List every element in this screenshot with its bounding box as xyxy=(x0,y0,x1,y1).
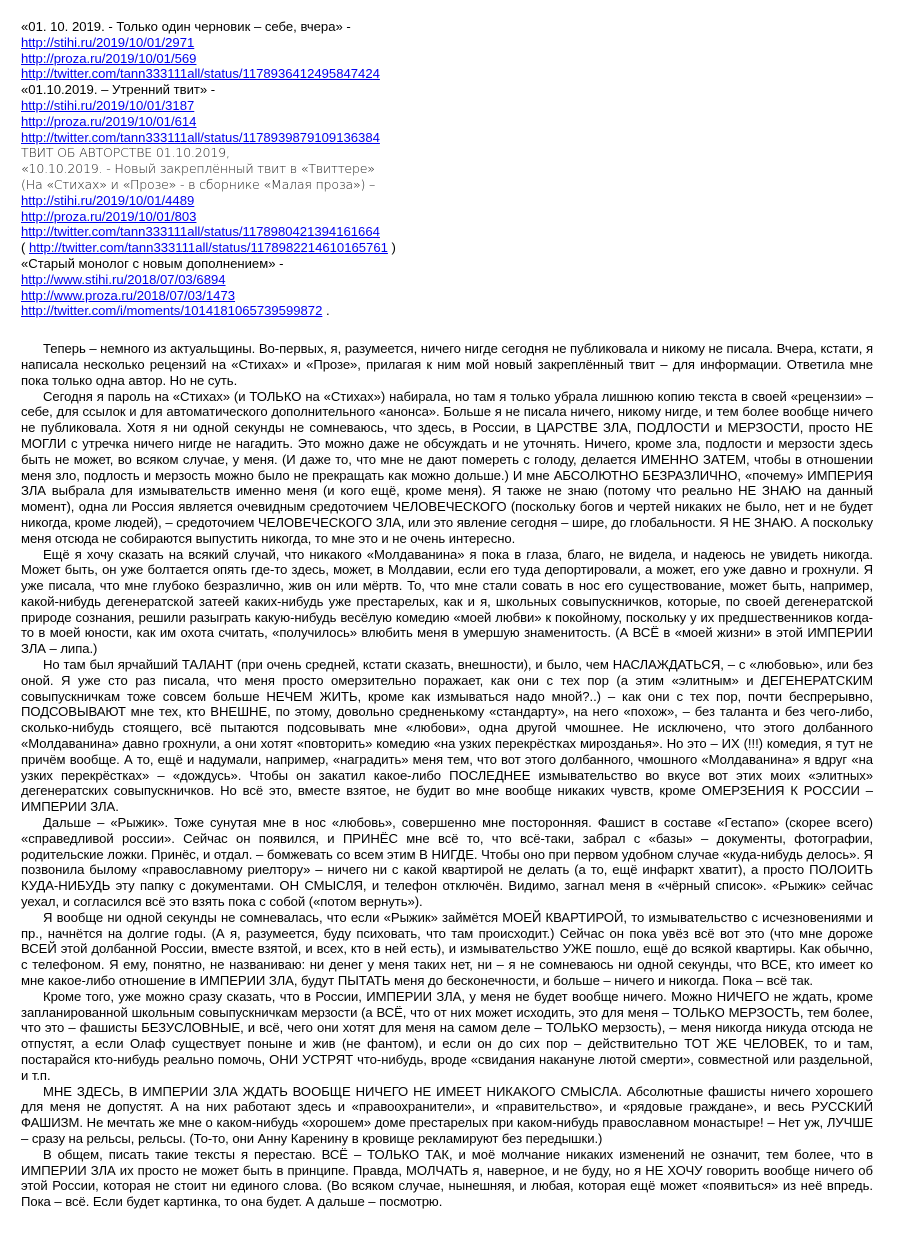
paragraph: Дальше – «Рыжик». Тоже сунутая мне в нос «любовь», совершенно мне посторонняя. Фашист в составе «Гестапо» (скорее всего) «справедливой россии». Сейчас он появился, и ПРИНЁС мне всё то, что всё-таки, забрал с «базы» – документы, фотографии, родительские ложки. Принёс, и отдал. – бомжевать со всем этим В НИГДЕ. Чтобы оно при первом удобном случае «куда-нибудь делось». Я позвонила былому «православному риелтору» – ничего ни с какой квартирой не делать (а то, ещё инфаркт хватит), а просто ПОЛОИТЬ КУДА-НИБУДЬ эту папку с документами. ОН СМЫСЛЯ, и телефон отключён. Видимо, загнал меня в «чёрный список». «Рыжик» сейчас уехал, и согласился всё это взять пока с собой («потом вернуть»). xyxy=(21,815,873,910)
header-line[interactable] xyxy=(21,66,873,82)
stihi-link[interactable]: http://stihi.ru/2019/10/01/3187 xyxy=(21,97,195,113)
paragraph: Ещё я хочу сказать на всякий случай, что никакого «Молдаванина» я пока в глаза, благо, не видела, и надеюсь не увидеть никогда. Может быть, он уже болтается опять где-то здесь, может, в Молдавии, если его туда депортировали, а может, его уже давно и грохнули. Я уже писала, что мне глубоко безразлично, жив он или мёртв. То, что мне стали совать в нос его существование, может быть, например, какой-нибудь дегенератской затеей каких-нибудь уже престарелых, как и я, школьных совыпускничков, которые, по своей дегенератской природе сознания, решили разыграть какую-нибудь весёлую комедию «моей любви» к покойному, поскольку у их предшественников когда-то в моей юности, как им охота считать, «получилось» влюбить меня в умершую знаменитость. (А ВСЁ в «моей жизни» в этой ИМПЕРИИ ЗЛА – липа.) xyxy=(21,546,873,657)
paragraph: В общем, писать такие тексты я перестаю. ВСЁ – ТОЛЬКО ТАК, и моё молчание никаких изменений не означит, тем более, что в ИМПЕРИИ ЗЛА их просто не может быть в принципе. Правда, МОЛЧАТЬ я, наверное, и не буду, но я НЕ ХОЧУ говорить вообще ничего об этой России, которая не стоит ни единого слова. (Во всяком случае, нынешняя, и любая, которая ещё может «появиться» из неё впредь. Пока – всё. Если будет картинка, то она будет. А дальше – посмотрю. xyxy=(21,1146,873,1210)
header-text: «01. 10. 2019. - Только один черновик – себе, вчера» - xyxy=(21,19,351,34)
proza-link[interactable]: http://proza.ru/2019/10/01/803 xyxy=(21,208,197,224)
paren-close: ) xyxy=(387,240,396,256)
twitter-link[interactable]: http://twitter.com/tann333111all/status/1178936412495847424 xyxy=(21,66,380,82)
paragraph: Теперь – немного из актуальщины. Во-первых, я, разумеется, ничего нигде сегодня не публиковала и никому не писала. Вчера, кстати, я написала несколько рецензий на «Стихах» и «Прозе», прилагая к ним мой новый закреплённый твит – для информации. Ответила мне пока только одна автор. Но не суть. xyxy=(21,341,873,388)
header-line[interactable] xyxy=(21,114,873,130)
header-line[interactable] xyxy=(21,98,873,114)
header-line xyxy=(21,256,873,272)
proza-link[interactable]: http://www.proza.ru/2018/07/03/1473 xyxy=(21,287,236,303)
paragraph: Сегодня я пароль на «Стихах» (и ТОЛЬКО на «Стихах») набирала, но там я только убрала лишнюю копию текста в своей «рецензии» – себе, для ссылок и для автоматического дополнительного «анонса». Больше я не писала ничего, никому нигде, и тем более вообще ничего не публиковала. Хотя я ни одной секунды не сомневаюсь, что здесь, в России, в ЦАРСТВЕ ЗЛА, ПОДЛОСТИ и МЕРЗОСТИ, просто НЕ МОГЛИ с утречка ничего нигде не нагадить. Это можно даже не обсуждать и не уточнять. Ничего, кроме зла, подлости и мерзости здесь быть не может, во всяком случае, у меня. (И даже то, что мне не дают помереть с голоду, делается ИМЕННО ЗАТЕМ, чтобы в отношении меня зло, подлость и мерзость можно было не прекращать как можно дольше.) И мне АБСОЛЮТНО БЕЗРАЗЛИЧНО, «почему» ИМПЕРИЯ ЗЛА выбрала для измывательств именно меня (и кого ещё, кроме меня). Я также не знаю (потому что реально НЕ ЗНАЮ на данный момент), одна ли Россия является очевидным средоточием ЧЕЛОВЕЧЕСКОГО (поскольку богов и чертей никаких не было, нет и не будет никогда, кроме людей), – средоточием ЧЕЛОВЕЧЕСКОГО ЗЛА, или это явление сегодня – шире, до глобальности. Я НЕ ЗНАЮ. А поскольку меня отсюда не собираются выпустить никогда, то мне это и не очень интересно. xyxy=(21,388,873,546)
proza-link[interactable]: http://proza.ru/2019/10/01/569 xyxy=(21,50,197,66)
header-line[interactable] xyxy=(21,51,873,67)
twitter-link[interactable]: http://twitter.com/tann333111all/status/1178982214610165761 xyxy=(29,240,388,256)
header-line xyxy=(21,177,873,193)
document xyxy=(21,19,873,1210)
twitter-link[interactable]: http://twitter.com/tann333111all/status/1178980421394161664 xyxy=(21,224,380,240)
header-line xyxy=(21,19,873,35)
paragraph: МНЕ ЗДЕСЬ, В ИМПЕРИИ ЗЛА ЖДАТЬ ВООБЩЕ НИЧЕГО НЕ ИМЕЕТ НИКАКОГО СМЫСЛА. Абсолютные фашисты ничего хорошего для меня не допустят. А на них работают здесь и «правоохранители», и «правительство», и «рядовые граждане», и весь РУССКИЙ ФАШИЗМ. Не мечтать же мне о каком-нибудь «хорошем» доме престарелых при каком-нибудь православном монастыре! – Нет уж, ЛУЧШЕ – сразу на рельсы, рельсы. (То-то, они Анну Каренину в кровище рекламируют без передышки.) xyxy=(21,1083,873,1146)
spacer xyxy=(21,319,873,341)
header-line[interactable] xyxy=(21,35,873,51)
trailing-dot: . xyxy=(322,303,330,319)
twitter-moments-link[interactable]: http://twitter.com/i/moments/1014181065739599872 xyxy=(21,303,323,319)
header-line[interactable] xyxy=(21,303,873,319)
header-line xyxy=(21,145,873,161)
header-line[interactable] xyxy=(21,130,873,146)
header-text: «10.10.2019. - Новый закреплённый твит в «Твиттере» xyxy=(21,161,375,177)
twitter-link[interactable]: http://twitter.com/tann333111all/status/1178939879109136384 xyxy=(21,129,380,145)
header-line[interactable] xyxy=(21,193,873,209)
paragraph: Но там был ярчайший ТАЛАНТ (при очень средней, кстати сказать, внешности), и было, чем НАСЛАЖДАТЬСЯ, – с «любовью», или без оной. Я уже сто раз писала, что меня просто омерзительно поражает, как они с тех пор (а этим «элитным» и ДЕГЕНЕРАТСКИМ совыпускничкам тоже совсем больше НЕЧЕМ ЖИТЬ, кроме как измываться надо мной?..) – как они с тех пор, почти беспрерывно, ПОДСОВЫВАЮТ мне тех, кто ВНЕШНЕ, по этому, довольно средненькому «стандарту», на него «похож», – без таланта и без чего-либо, сколько-нибудь стоящего, всё пытаются подсовывать мне «любови», одна другой чмошнее. Не исключено, что этого долбанного «Молдаванина» давно грохнули, а они хотят «повторить» комедию «на узких перекрёстках мирозданья». Но это – ИХ (!!!) комедия, я тут не причём вообще. А то, ещё и надумали, например, «наградить» меня тем, что вот этого долбанного, чмошного «Молдаванина» я вдруг «на узких перекрёстках» – «дождусь». Чтобы он закатил какое-либо ПОСЛЕДНЕЕ измывательство во вкусе вот этих моих «элитных» дегенератских совыпускничков. Но всё это, вместе взятое, не будит во мне вообще никаких чувств, кроме ОМЕРЗЕНИЯ К РОССИИ – ИМПЕРИИ ЗЛА. xyxy=(21,657,873,815)
stihi-link[interactable]: http://stihi.ru/2019/10/01/2971 xyxy=(21,34,195,50)
header-text: «01.10.2019. – Утренний твит» - xyxy=(21,82,216,98)
proza-link[interactable]: http://proza.ru/2019/10/01/614 xyxy=(21,113,197,129)
header-line[interactable] xyxy=(21,272,873,288)
paragraph: Кроме того, уже можно сразу сказать, что в России, ИМПЕРИИ ЗЛА, у меня не будет вообще ничего. Можно НИЧЕГО не ждать, кроме запланированной школьным совыпускничкам мерзости (а ВСЁ, что от них может исходить, это для меня – ТОЛЬКО МЕРЗОСТЬ, тем более, что это – фашисты БЕЗУСЛОВНЫЕ, и всё, чего они хотят для меня на самом деле – ТОЛЬКО мерзость), – меня никогда никуда отсюда не отпустят, а если Олаф существует поныне и жив (не фантом), и если он до сих пор – действительно ТОТ ЖЕ ЧЕЛОВЕК, то и там, постарайся кто-нибудь реально помочь, ОНИ УСТРЯТ что-нибудь, вроде «свидания накануне лютой смерти», совместной или раздельной, и т.п. xyxy=(21,988,873,1083)
header-text: «Старый монолог с новым дополнением» - xyxy=(21,255,284,271)
header-text: ТВИТ ОБ АВТОРСТВЕ 01.10.2019, xyxy=(21,145,230,161)
paragraph: Я вообще ни одной секунды не сомневалась, что если «Рыжик» займётся МОЕЙ КВАРТИРОЙ, то измывательство с исчезновениями и пр., начнётся на долгие годы. (А я, разумеется, буду психовать, что там происходит.) Сейчас он пока увёз всё вот это (что мне дороже ВСЕЙ этой долбанной России, вместе взятой, и всех, кто в ней есть), и измывательство УЖЕ пошло, ещё до всякой квартиры. Как обычно, с телефоном. Я ему, понятно, не названиваю: ни денег у меня таких нет, ни – я не сомневаюсь ни одной секунды, что ВСЕ, кто имеет ко мне какое-либо отношение в ИМПЕРИИ ЗЛА, будут ПЫТАТЬ меня до бесконечности, и больше – ничего и никогда. Пока – всё так. xyxy=(21,909,873,989)
paren-open: ( xyxy=(21,240,29,256)
header-line[interactable] xyxy=(21,288,873,304)
header-line[interactable] xyxy=(21,209,873,225)
stihi-link[interactable]: http://www.stihi.ru/2018/07/03/6894 xyxy=(21,271,226,287)
header-line[interactable] xyxy=(21,224,873,240)
header-line xyxy=(21,161,873,177)
header-line[interactable] xyxy=(21,240,873,256)
header-line xyxy=(21,82,873,98)
stihi-link[interactable]: http://stihi.ru/2019/10/01/4489 xyxy=(21,192,195,208)
body-text xyxy=(21,341,873,1210)
header-text: (На «Стихах» и «Прозе» - в сборнике «Малая проза») – xyxy=(21,176,376,192)
header-links-block xyxy=(21,19,873,319)
